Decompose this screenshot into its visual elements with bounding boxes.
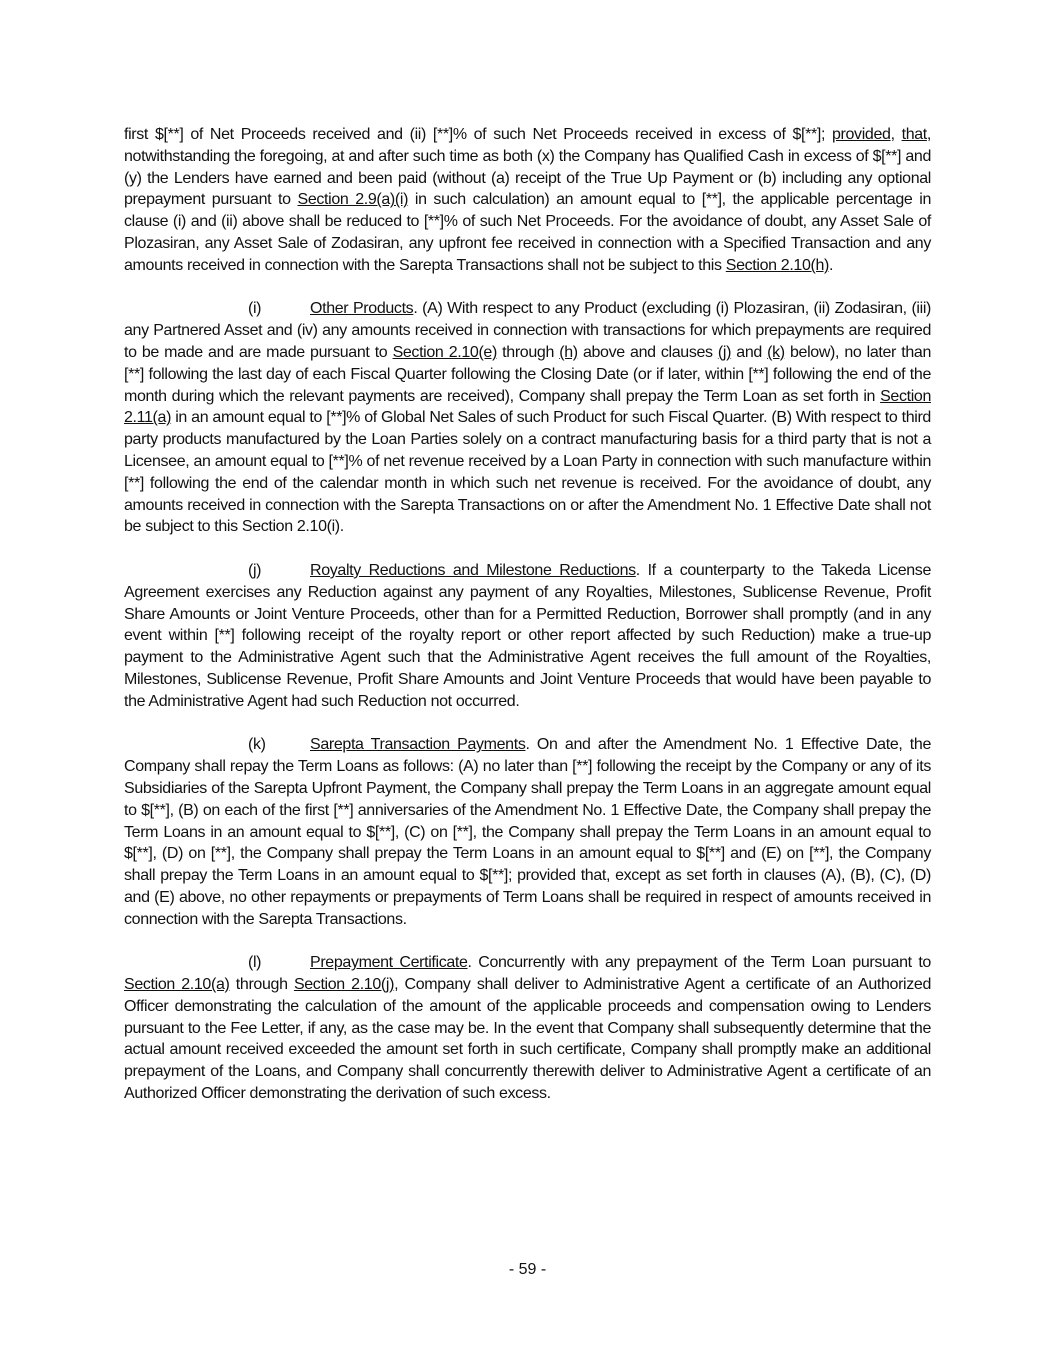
text-segment: . If a counterparty to the Takeda License Agreement exercises any Reduction against any payment of any Royalties, Milestones, Sublicense Revenue, Profit Share Amounts or Joint Venture Proceeds, other than for a Permitted Reduction, Borrower shall promptly (and in any event within [**] following receipt of the royalty report or other report affected by such Reduction) make a true-up payment to the Administrative Agent such that the Administrative Agent receives the full amount of the Royalties, Milestones, Sublicense Revenue, Profit Share Amounts and Joint Venture Proceeds that would have been payable to the Administrative Agent had such Reduction not occurred. bbox=[124, 561, 931, 710]
document-body bbox=[124, 124, 931, 1127]
text-segment: . (A) With respect to any Product (excluding (i) Plozasiran, (ii) Zodasiran, (iii) any Partnered Asset and (iv) any amounts received in connection with transactions for which prepayments are required to be made and are made pursuant to bbox=[124, 300, 932, 361]
text-segment: , Company shall deliver to Administrative Agent a certificate of an Authorized Officer demonstrating the calculation of the amount of the applicable proceeds and compensation owing to Lenders pursuant to the Fee Letter, if any, as the case may be. In the event that Company shall subsequently determine that the actual amount received exceeded the amount set forth in such certificate, Company shall promptly make an additional prepayment of the Loans, and Company shall concurrently therewith deliver to Administrative Agent a certificate of an Authorized Officer demonstrating the derivation of such excess. bbox=[124, 976, 932, 1103]
text-segment: above and clauses bbox=[577, 343, 718, 361]
underlined-reference: Section 2.10(h) bbox=[725, 256, 830, 274]
page-number: - 59 - bbox=[508, 1261, 547, 1278]
underlined-reference: Other Products bbox=[310, 300, 414, 318]
text-segment: and bbox=[731, 343, 768, 361]
underlined-reference: Section 2.11(a) bbox=[124, 387, 931, 427]
underlined-reference: Section 2.10(a) bbox=[124, 976, 230, 994]
text-segment: through bbox=[496, 343, 560, 361]
text-segment: , notwithstanding the foregoing, at and after such time as both (x) the Company has Qualified Cash in excess of $[**] and (y) the Lenders have earned and been paid (without (a) receipt of the True Up Payment or (b) including any optional prepayment pursuant to bbox=[124, 126, 931, 209]
underlined-reference: (k) bbox=[767, 343, 785, 361]
underlined-reference: Prepayment Certificate bbox=[310, 954, 468, 972]
clause-label: (k) bbox=[248, 736, 266, 754]
text-segment: in an amount equal to [**]% of Global Net Sales of such Product for such Fiscal Quarter. (B) With respect to third party products manufactured by the Loan Parties solely on a contract manufacturing basis for a third party that is not a Licensee, an amount equal to [**]% of net revenue received by a Loan Party in connection with such manufacture within [**] following the end of the calendar month in which such net revenue is received. For the avoidance of doubt, any amounts received in connection with the Sarepta Transactions on or after the Amendment No. 1 Effective Date shall not be subject to this Section 2.10(i). bbox=[124, 409, 931, 536]
clause-label: (i) bbox=[248, 300, 262, 318]
paragraph bbox=[124, 298, 931, 538]
underlined-reference: (j) bbox=[717, 343, 732, 361]
text-segment: . Concurrently with any prepayment of the Term Loan pursuant to bbox=[467, 954, 931, 972]
paragraph bbox=[124, 124, 931, 277]
paragraph bbox=[124, 734, 931, 930]
underlined-reference: Section 2.10(j) bbox=[293, 976, 395, 994]
underlined-reference: Section 2.10(e) bbox=[392, 343, 497, 361]
text-segment: , bbox=[890, 126, 902, 143]
underlined-reference: Sarepta Transaction Payments bbox=[310, 736, 526, 754]
text-segment: . On and after the Amendment No. 1 Effective Date, the Company shall repay the Term Loans as follows: (A) no later than [**] following the receipt by the Company or any of its Subsidiaries of the Sarepta Upfront Payment, the Company shall prepay the Term Loans in an aggregate amount equal to $[**], (B) on each of the first [**] anniversaries of the Amendment No. 1 Effective Date, the Company shall prepay the Term Loans in an amount equal to $[**], (C) on [**], the Company shall prepay the Term Loans in an amount equal to $[**], (D) on [**], the Company shall prepay the Term Loans in an amount equal to $[**] and (E) on [**], the Company shall prepay the Term Loans in an amount equal to $[**]; provided that, except as set forth in clauses (A), (B), (C), (D) and (E) above, no other repayments or prepayments of Term Loans shall be required in respect of amounts received in connection with the Sarepta Transactions. bbox=[124, 736, 932, 928]
text-segment: . bbox=[829, 256, 834, 274]
underlined-reference: that bbox=[901, 126, 927, 143]
paragraph bbox=[124, 560, 931, 713]
text-segment: first $[**] of Net Proceeds received and (ii) [**]% of such Net Proceeds received in excess of $[**]; bbox=[124, 126, 832, 143]
paragraph bbox=[124, 952, 931, 1105]
underlined-reference: provided bbox=[831, 126, 891, 143]
underlined-reference: Section 2.9(a)(i) bbox=[297, 191, 409, 209]
clause-label: (l) bbox=[248, 954, 262, 972]
text-segment: below), no later than [**] following the last day of each Fiscal Quarter following the Closing Date (or if later, within [**] following the end of the month during which the relevant payments are received), Company shall prepay the Term Loan as set forth in bbox=[124, 343, 931, 405]
text-segment: in such calculation) an amount equal to [**], the applicable percentage in clause (i) and (ii) above shall be reduced to [**]% of such Net Proceeds. For the avoidance of doubt, any Asset Sale of Plozasiran, any Asset Sale of Zodasiran, any upfront fee received in connection with a Specified Transaction and any amounts received in connection with the Sarepta Transactions shall not be subject to this bbox=[124, 191, 932, 274]
underlined-reference: Royalty Reductions and Milestone Reductions bbox=[310, 561, 636, 579]
clause-label: (j) bbox=[248, 561, 262, 579]
underlined-reference: (h) bbox=[559, 343, 578, 361]
text-segment: through bbox=[229, 976, 294, 994]
